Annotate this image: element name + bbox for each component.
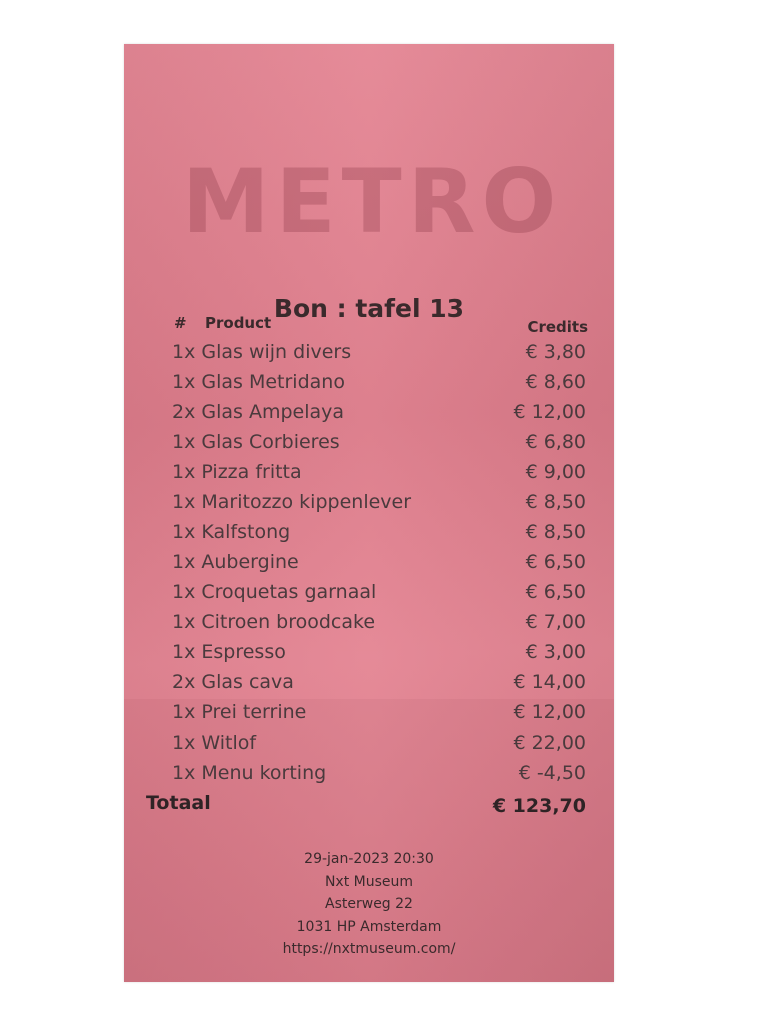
item-name: 1x Kalfstong bbox=[172, 521, 291, 543]
line-item bbox=[172, 581, 586, 607]
item-name: 2x Glas Ampelaya bbox=[172, 401, 345, 423]
footer-city: 1031 HP Amsterdam bbox=[296, 918, 442, 935]
item-price: € 9,00 bbox=[525, 461, 586, 483]
header-hash: # bbox=[174, 314, 187, 332]
line-item bbox=[172, 401, 586, 427]
line-item bbox=[172, 671, 586, 697]
items-header bbox=[172, 314, 586, 338]
line-item bbox=[172, 701, 586, 727]
item-price: € 3,00 bbox=[525, 641, 586, 663]
line-item bbox=[172, 641, 586, 667]
header-credits: Credits bbox=[527, 318, 588, 336]
line-item bbox=[172, 762, 586, 788]
item-name: 1x Glas Metridano bbox=[172, 371, 345, 393]
item-price: € 6,80 bbox=[525, 431, 586, 453]
item-price: € 6,50 bbox=[525, 551, 586, 573]
line-item bbox=[172, 491, 586, 517]
item-price: € 14,00 bbox=[513, 671, 586, 693]
item-name: 1x Menu korting bbox=[172, 762, 327, 784]
line-item bbox=[172, 551, 586, 577]
item-price: € 8,50 bbox=[525, 521, 586, 543]
receipt-title: Bon : tafel 13 bbox=[273, 294, 465, 323]
item-name: 1x Citroen broodcake bbox=[172, 611, 376, 633]
line-item bbox=[172, 521, 586, 547]
line-item bbox=[172, 431, 586, 457]
line-item bbox=[172, 611, 586, 637]
item-price: € 8,60 bbox=[525, 371, 586, 393]
item-price: € 6,50 bbox=[525, 581, 586, 603]
line-item bbox=[172, 341, 586, 367]
item-price: € 3,80 bbox=[525, 341, 586, 363]
metro-logo: METRO bbox=[182, 162, 562, 242]
footer-datetime: 29-jan-2023 20:30 bbox=[304, 851, 434, 867]
item-name: 1x Espresso bbox=[172, 641, 286, 663]
item-price: € 12,00 bbox=[513, 401, 586, 423]
total-row bbox=[146, 792, 586, 820]
line-item bbox=[172, 371, 586, 397]
line-item bbox=[172, 461, 586, 487]
item-name: 1x Pizza fritta bbox=[172, 461, 302, 483]
total-value: € 123,70 bbox=[492, 795, 586, 817]
item-name: 2x Glas cava bbox=[172, 671, 294, 693]
item-name: 1x Aubergine bbox=[172, 551, 299, 573]
item-name: 1x Glas Corbieres bbox=[172, 431, 340, 453]
item-name: 1x Glas wijn divers bbox=[172, 341, 352, 363]
item-name: 1x Croquetas garnaal bbox=[172, 581, 377, 603]
item-name: 1x Witlof bbox=[172, 732, 257, 754]
receipt-footer bbox=[124, 848, 614, 961]
line-item bbox=[172, 732, 586, 758]
footer-url: https://nxtmuseum.com/ bbox=[282, 941, 456, 957]
item-price: € -4,50 bbox=[518, 762, 586, 784]
item-name: 1x Prei terrine bbox=[172, 701, 307, 723]
receipt bbox=[124, 44, 614, 982]
header-product: Product bbox=[205, 314, 272, 332]
item-price: € 22,00 bbox=[513, 732, 586, 754]
total-label: Totaal bbox=[146, 792, 211, 814]
item-price: € 12,00 bbox=[513, 701, 586, 723]
item-name: 1x Maritozzo kippenlever bbox=[172, 491, 412, 513]
item-price: € 8,50 bbox=[525, 491, 586, 513]
footer-street: Asterweg 22 bbox=[325, 896, 413, 912]
footer-venue: Nxt Museum bbox=[324, 873, 414, 890]
item-price: € 7,00 bbox=[525, 611, 586, 633]
